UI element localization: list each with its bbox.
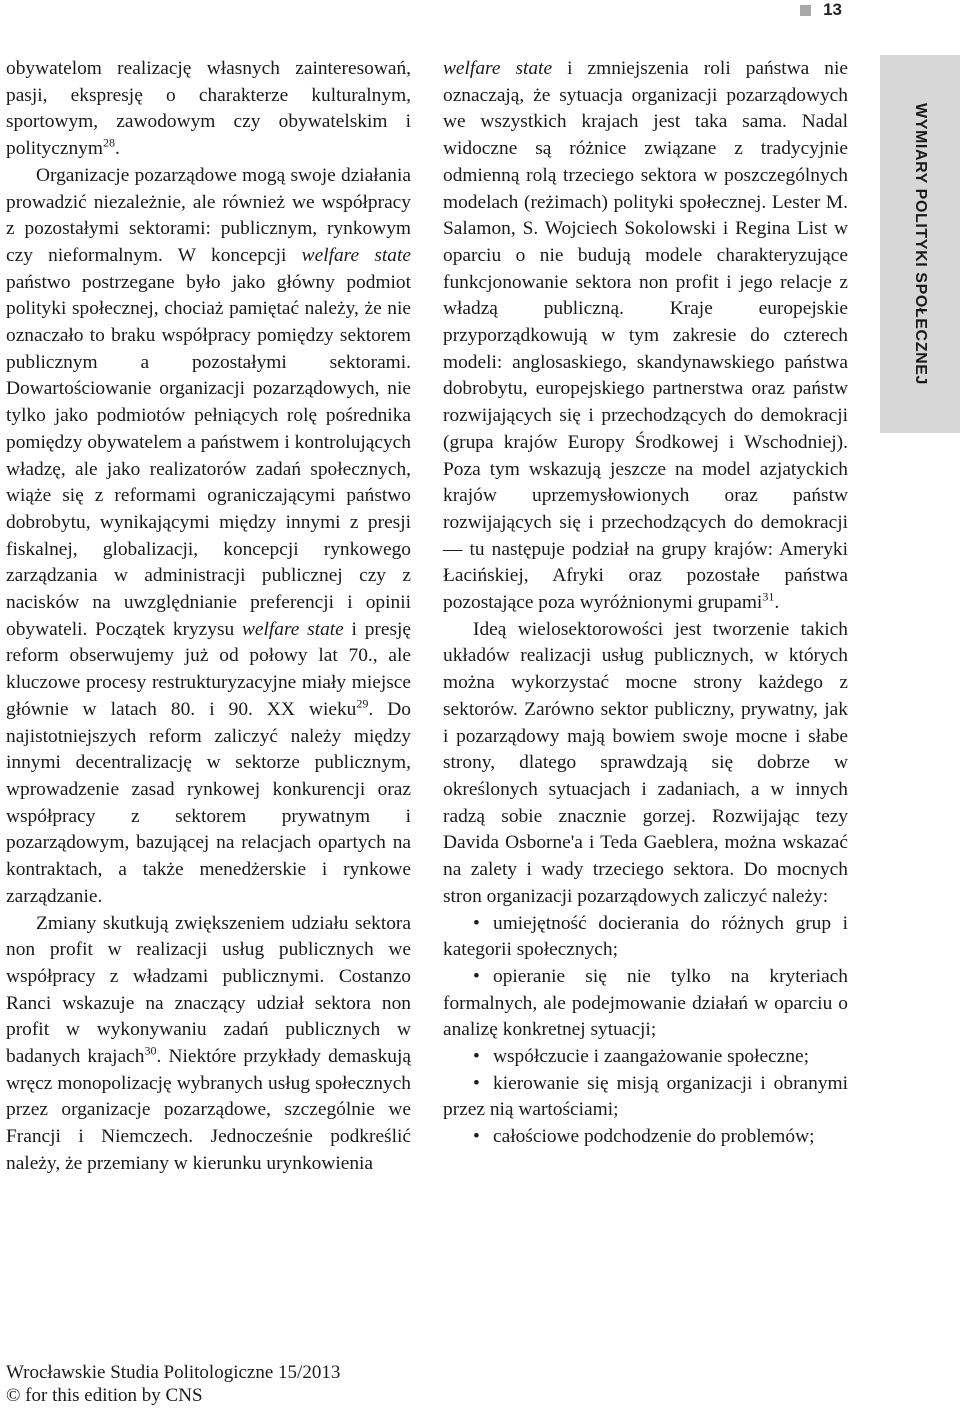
right-column	[443, 56, 848, 1151]
left-column	[6, 56, 411, 1178]
bullet: •	[473, 912, 480, 934]
copyright: © for this edition by CNS	[6, 1385, 203, 1406]
footnote-ref: 29	[356, 696, 369, 711]
sidebar-label: WYMIARY POLITYKI SPOŁECZNEJ	[912, 102, 929, 386]
list-item: • opieranie się nie tylko na kryteriach formalnych, ale podejmowanie działań w oparciu o analizę konkretnej sytuacji;	[443, 965, 848, 1041]
paragraph: Zmiany skutkują zwiększeniem udziału sektora non profit w realizacji usług publicznych we współpracy z władzami publicznymi. Costanzo Ranci wskazuje na znaczący udział sektora non profit w wykonywaniu zadań publicznych w badanych krajach$^{30}$. Niektóre przykłady demaskują wręcz monopolizację wybranych usług społecznych przez organizacje pozarządowe, szczególnie we Francji i Niemczech. Jednocześnie podkreślić należy, że przemiany w kierunku urynkowienia	[6, 912, 412, 1174]
bullet: •	[473, 1072, 480, 1094]
footer	[6, 1361, 340, 1407]
list-item: • umiejętność docierania do różnych grup i kategorii społecznych;	[443, 912, 848, 961]
paragraph: Ideą wielosektorowości jest tworzenie takich układów realizacji usług publicznych, w których można wykorzystać mocne strony każdego z sektorów. Zarówno sektor publiczny, prywatny, jak i pozarządowy mają bowiem swoje mocne i słabe strony, dlatego sprawdzają się dobrze w określonych sytuacjach i zadaniach, a w innych radzą sobie znacznie gorzej. Rozwijając tezy Davida Osborne'a i Teda Gaeblera, można wskazać na zalety i wady trzeciego sektora. Do mocnych stron organizacji pozarządowych zaliczyć należy:	[443, 618, 848, 907]
paragraph: welfare state i zmniejszenia roli państwa nie oznaczają, że sytuacja organizacji pozarządowych we wszystkich krajach jest taka sama. Nadal widoczne są różnice związane z tradycyjnie odmienną rolą trzeciego sektora w poszczególnych modelach (reżimach) polityki społecznej. Lester M. Salamon, S. Wojciech Sokolowski i Regina List w oparciu o nie budują modele charakteryzujące funkcjonowanie sektora non profit i jego relacje z władzą publiczną. Kraje europejskie przyporządkowują w tym zakresie do czterech modeli: anglosaskiego, skandynawskiego państwa dobrobytu, europejskiego partnerstwa oraz państw rozwijających się i przechodzących do demokracji (grupa krajów Europy Środkowej i Wschodniej). Poza tym wskazują jeszcze na model azjatyckich krajów uprzemysłowionych oraz państw rozwijających się i przechodzących do demokracji — tu następuje podział na grupy krajów: Ameryki Łacińskiej, Afryki oraz pozostałe państwa pozostające poza wyróżnionymi grupami$^{31}$.	[443, 58, 848, 614]
list-item: • kierowanie się misją organizacji i obranymi przez nią wartościami;	[443, 1072, 848, 1121]
bullet: •	[473, 1126, 480, 1148]
bullet: •	[473, 965, 480, 987]
journal-name: Wrocławskie Studia Politologiczne 15/2013	[6, 1362, 341, 1383]
strengths-list	[443, 911, 848, 1151]
bullet: •	[473, 1046, 480, 1068]
list-item: • całościowe podchodzenie do problemów;	[443, 1124, 848, 1151]
paragraph: Organizacje pozarządowe mogą swoje działania prowadzić niezależnie, ale również we współpracy z pozostałymi sektorami: publicznym, rynkowym czy nieformalnym. W koncepcji welfare state państwo postrzegane było jako główny podmiot polityki społecznej, chociaż pamiętać należy, że nie oznaczało to braku współpracy pomiędzy sektorem publicznym a pozostałymi sektorami. Dowartościowanie organizacji pozarządowych, nie tylko jako podmiotów pełniących rolę pośrednika pomiędzy obywatelem a państwem i kontrolujących władzę, ale jako realizatorów zadań społecznych, wiąże się z reformami ograniczającymi państwo dobrobytu, wynikającymi między innymi z presji fiskalnej, globalizacji, koncepcji rynkowego zarządzania w administracji publicznej czy z nacisków na uwzględnianie preferencji i opinii obywateli. Początek kryzysu welfare state i presję reform obserwujemy już od połowy lat 70., ale kluczowe procesy restrukturyzacyjne miały miejsce głównie w latach 80. i 90. XX wieku$^{29}$. Do najistotniejszych reform zaliczyć należy między innymi decentralizację w sektorze publicznym, wprowadzenie zasad rynkowej konkurencji oraz współpracy z sektorem prywatnym i pozarządowym, bazującej na relacjach opartych na kontraktach, a także menedżerskie i rynkowe zarządzanie.	[6, 164, 411, 907]
page-marker-square	[800, 5, 811, 16]
footnote-ref: 28	[102, 135, 115, 150]
paragraph: obywatelom realizację własnych zainteresowań, pasji, ekspresję o charakterze kulturalnym, sportowym, zawodowym czy obywatelskim i politycznym$^{28}$.	[6, 58, 411, 160]
footnote-ref: 30	[144, 1043, 157, 1058]
footnote-ref: 31	[762, 589, 775, 604]
page-number	[790, 0, 960, 20]
section-sidebar	[880, 55, 960, 433]
list-item: • współczucie i zaangażowanie społeczne;	[443, 1044, 848, 1071]
page-number-text: 13	[823, 0, 842, 19]
